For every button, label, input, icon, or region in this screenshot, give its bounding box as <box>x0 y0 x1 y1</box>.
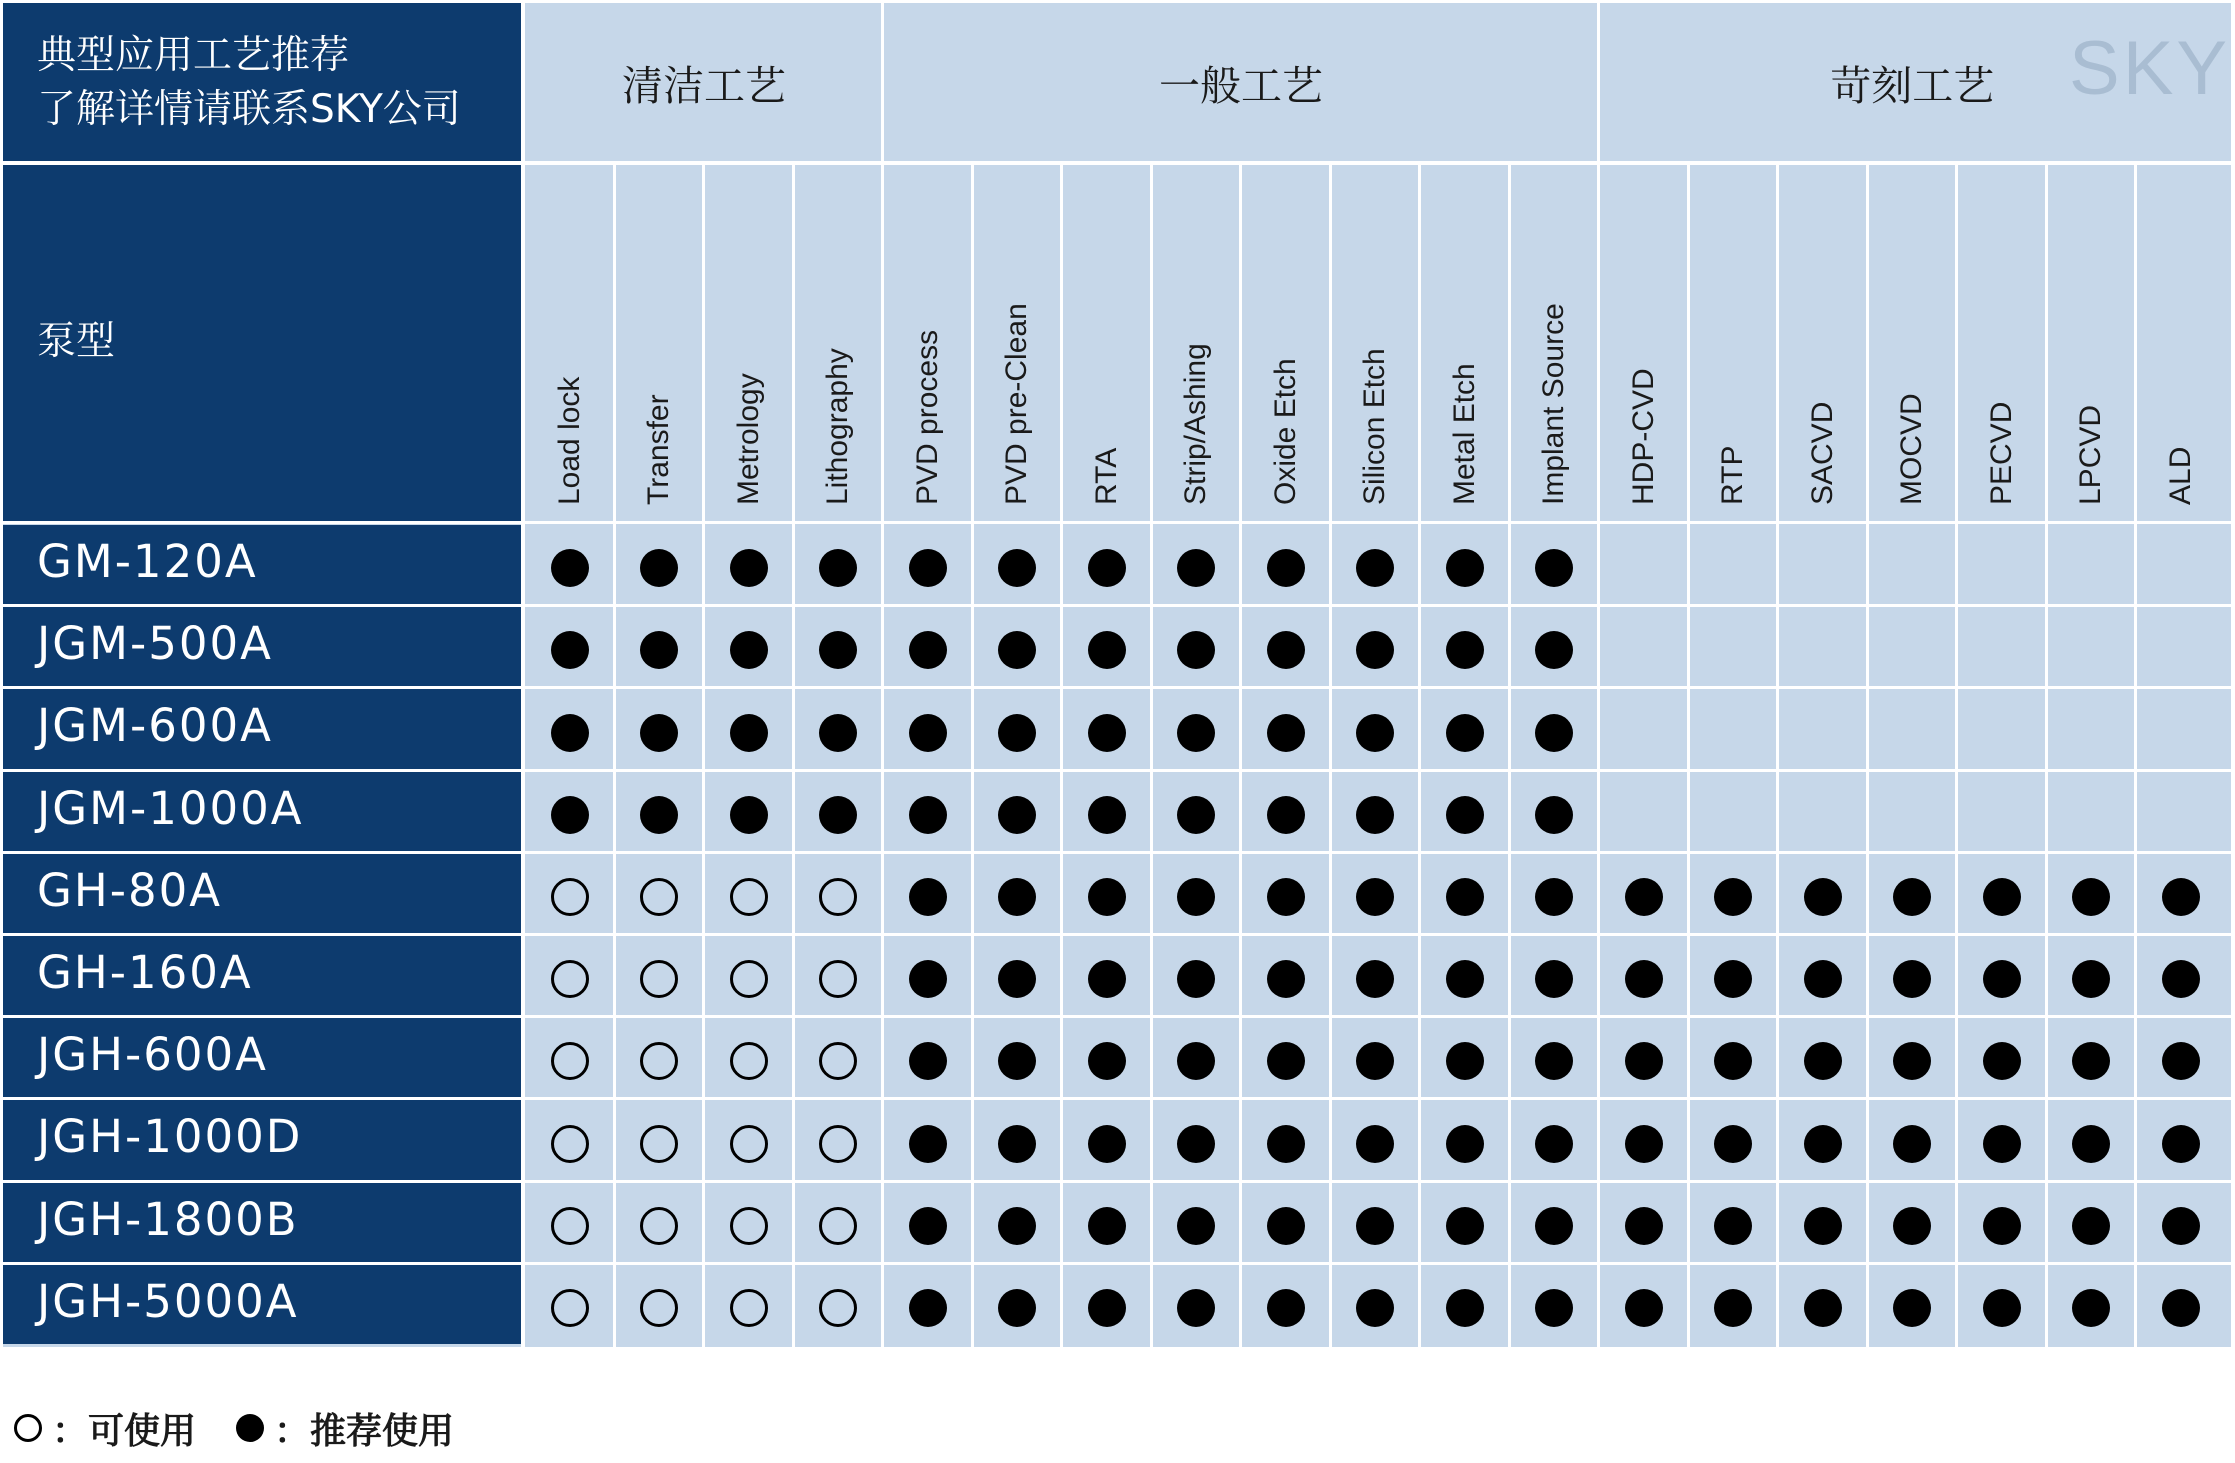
recommended-mark <box>1804 878 1842 916</box>
recommended-mark <box>2072 960 2110 998</box>
recommended-mark <box>998 631 1036 669</box>
grid-line <box>1776 165 1779 1347</box>
usable-mark <box>730 1289 768 1327</box>
column-header-strip-ashing: Strip/Ashing <box>1179 343 1213 505</box>
grid-line <box>1329 165 1332 1347</box>
recommended-mark <box>1535 714 1573 752</box>
column-header-lpcvd: LPCVD <box>2074 404 2108 505</box>
legend-recommended-text: ：推荐使用 <box>274 1410 455 1452</box>
column-header-rtp: RTP <box>1716 445 1750 505</box>
header-corner-line2: 了解详情请联系SKY公司 <box>37 87 461 132</box>
recommended-mark <box>1177 960 1215 998</box>
grid-line <box>3 161 2231 165</box>
recommended-mark <box>998 1125 1036 1163</box>
recommended-mark <box>819 631 857 669</box>
recommended-mark <box>1983 878 2021 916</box>
recommended-mark <box>1088 960 1126 998</box>
recommended-mark <box>1267 1207 1305 1245</box>
recommended-mark <box>1446 549 1484 587</box>
recommended-mark <box>1267 549 1305 587</box>
grid-line <box>3 686 2231 689</box>
recommended-mark <box>1088 1289 1126 1327</box>
recommended-mark <box>1625 1042 1663 1080</box>
column-header-metrology: Metrology <box>731 373 765 505</box>
usable-mark <box>640 1125 678 1163</box>
usable-mark <box>551 1207 589 1245</box>
recommended-mark <box>1356 960 1394 998</box>
recommended-mark <box>1446 1207 1484 1245</box>
recommended-mark <box>1446 878 1484 916</box>
recommended-mark <box>551 796 589 834</box>
column-header-lithography: Lithography <box>821 348 855 505</box>
recommended-mark <box>2072 1125 2110 1163</box>
recommended-mark <box>909 1125 947 1163</box>
grid-line <box>1418 165 1421 1347</box>
usable-mark <box>551 1125 589 1163</box>
row-model-label: JGH-600A <box>37 1028 268 1082</box>
recommended-mark <box>640 714 678 752</box>
recommended-mark <box>1267 1042 1305 1080</box>
recommended-mark <box>2162 1207 2200 1245</box>
recommended-mark <box>998 960 1036 998</box>
recommended-mark <box>1804 1042 1842 1080</box>
recommended-mark <box>640 796 678 834</box>
recommended-mark <box>1893 960 1931 998</box>
usable-mark <box>551 878 589 916</box>
grid-line <box>2134 165 2137 1347</box>
recommended-mark <box>2162 878 2200 916</box>
recommended-mark <box>1804 1289 1842 1327</box>
column-header-silicon-etch: Silicon Etch <box>1358 348 1392 505</box>
column-header-rta: RTA <box>1089 447 1123 505</box>
recommended-mark <box>1356 714 1394 752</box>
recommended-mark <box>1088 1125 1126 1163</box>
recommended-mark <box>998 1289 1036 1327</box>
grid-line <box>3 1015 2231 1018</box>
recommended-mark <box>819 796 857 834</box>
recommended-mark <box>998 549 1036 587</box>
grid-line <box>1597 165 1600 1347</box>
usable-mark <box>730 1042 768 1080</box>
grid-line <box>702 165 705 1347</box>
usable-mark <box>730 878 768 916</box>
recommended-mark <box>1714 960 1752 998</box>
recommended-mark <box>1356 1207 1394 1245</box>
recommended-mark <box>2162 1125 2200 1163</box>
recommended-mark <box>1714 878 1752 916</box>
recommended-mark <box>1804 1125 1842 1163</box>
recommended-mark <box>551 631 589 669</box>
recommended-mark <box>998 796 1036 834</box>
row-model-label: JGH-1800B <box>37 1192 299 1246</box>
usable-mark <box>640 960 678 998</box>
grid-line <box>792 165 795 1347</box>
grid-line <box>1508 165 1511 1347</box>
recommended-mark <box>998 714 1036 752</box>
recommended-mark <box>1177 1125 1215 1163</box>
recommended-mark <box>1088 878 1126 916</box>
recommended-mark <box>1535 1125 1573 1163</box>
recommended-mark <box>1177 1042 1215 1080</box>
recommended-mark <box>730 549 768 587</box>
recommended-mark <box>1983 1207 2021 1245</box>
group-header-2: 苛刻工艺 <box>1830 61 1995 110</box>
column-header-pvd-process: PVD process <box>910 329 944 505</box>
recommended-mark <box>1714 1207 1752 1245</box>
header-corner-line1: 典型应用工艺推荐 <box>37 33 350 78</box>
usable-mark <box>730 1125 768 1163</box>
legend-usable-text: ：可使用 <box>52 1410 197 1452</box>
recommended-mark <box>909 960 947 998</box>
recommended-mark <box>1535 1207 1573 1245</box>
recommended-mark <box>1177 1289 1215 1327</box>
recommended-mark <box>640 631 678 669</box>
recommended-mark <box>1535 878 1573 916</box>
usable-mark <box>551 960 589 998</box>
recommended-mark <box>1893 1125 1931 1163</box>
group-header-1: 一般工艺 <box>1159 61 1323 110</box>
recommended-mark <box>1356 878 1394 916</box>
usable-mark <box>640 878 678 916</box>
usable-mark <box>819 1289 857 1327</box>
recommended-mark <box>1356 1125 1394 1163</box>
recommended-mark <box>1088 714 1126 752</box>
recommended-mark <box>1088 1207 1126 1245</box>
usable-mark <box>640 1207 678 1245</box>
recommended-mark <box>1714 1042 1752 1080</box>
grid-line <box>3 604 2231 607</box>
recommended-mark <box>819 549 857 587</box>
recommended-mark <box>2072 1289 2110 1327</box>
recommended-mark <box>909 631 947 669</box>
recommended-mark <box>1446 960 1484 998</box>
grid-line <box>1687 165 1690 1347</box>
recommended-mark <box>730 714 768 752</box>
recommended-mark <box>730 631 768 669</box>
grid-line <box>2045 165 2048 1347</box>
recommended-mark <box>1267 960 1305 998</box>
grid-line <box>1866 165 1869 1347</box>
recommended-mark <box>2072 1042 2110 1080</box>
recommended-mark <box>1267 1125 1305 1163</box>
column-header-pvd-pre-clean: PVD pre-Clean <box>1000 303 1034 505</box>
recommended-mark <box>1356 1289 1394 1327</box>
grid-line <box>3 1262 2231 1265</box>
recommended-mark <box>909 878 947 916</box>
recommended-mark <box>2162 1289 2200 1327</box>
recommended-mark <box>1088 796 1126 834</box>
filled-circle-icon <box>236 1414 264 1442</box>
column-header-metal-etch: Metal Etch <box>1447 363 1481 505</box>
row-model-label: JGM-600A <box>37 699 273 753</box>
usable-mark <box>819 960 857 998</box>
recommended-mark <box>1535 549 1573 587</box>
open-circle-icon <box>14 1414 42 1442</box>
recommended-mark <box>2072 878 2110 916</box>
legend-recommended <box>236 1403 454 1454</box>
recommended-mark <box>730 796 768 834</box>
column-header-sacvd: SACVD <box>1805 401 1839 505</box>
sky-watermark: SKY <box>2069 26 2231 111</box>
grid-line <box>1239 165 1242 1347</box>
column-header-pecvd: PECVD <box>1984 401 2018 505</box>
recommended-mark <box>1893 878 1931 916</box>
recommended-mark <box>1893 1289 1931 1327</box>
recommended-mark <box>1267 796 1305 834</box>
column-header-ald: ALD <box>2163 446 2197 505</box>
recommended-mark <box>909 1207 947 1245</box>
grid-line <box>971 165 974 1347</box>
recommended-mark <box>1535 631 1573 669</box>
recommended-mark <box>1625 1125 1663 1163</box>
recommended-mark <box>1983 1125 2021 1163</box>
recommended-mark <box>1356 631 1394 669</box>
recommended-mark <box>998 1042 1036 1080</box>
grid-line <box>3 769 2231 772</box>
recommended-mark <box>640 549 678 587</box>
usable-mark <box>551 1042 589 1080</box>
usable-mark <box>640 1042 678 1080</box>
recommended-mark <box>1177 631 1215 669</box>
recommended-mark <box>1983 960 2021 998</box>
recommended-mark <box>1177 549 1215 587</box>
recommended-mark <box>2162 1042 2200 1080</box>
recommended-mark <box>1714 1289 1752 1327</box>
grid-line <box>3 1180 2231 1183</box>
recommended-mark <box>909 714 947 752</box>
recommended-mark <box>998 878 1036 916</box>
recommended-mark <box>1535 796 1573 834</box>
recommended-mark <box>1177 878 1215 916</box>
recommended-mark <box>1714 1125 1752 1163</box>
recommended-mark <box>1446 1125 1484 1163</box>
grid-line <box>3 933 2231 936</box>
grid-line <box>1060 165 1063 1347</box>
recommended-mark <box>1804 960 1842 998</box>
recommended-mark <box>1177 714 1215 752</box>
usable-mark <box>819 1207 857 1245</box>
recommended-mark <box>1177 796 1215 834</box>
recommendation-table <box>3 3 2231 1347</box>
row-model-label: JGM-500A <box>37 617 273 671</box>
recommended-mark <box>819 714 857 752</box>
recommended-mark <box>1893 1207 1931 1245</box>
recommended-mark <box>1535 960 1573 998</box>
recommended-mark <box>2072 1207 2110 1245</box>
usable-mark <box>551 1289 589 1327</box>
recommended-mark <box>1446 1289 1484 1327</box>
recommended-mark <box>1893 1042 1931 1080</box>
recommended-mark <box>1356 549 1394 587</box>
column-header-mocvd: MOCVD <box>1895 393 1929 505</box>
recommended-mark <box>1535 1289 1573 1327</box>
recommended-mark <box>1625 878 1663 916</box>
legend <box>14 1398 494 1458</box>
recommended-mark <box>1446 631 1484 669</box>
grid-line <box>3 1097 2231 1100</box>
column-header-oxide-etch: Oxide Etch <box>1268 358 1302 505</box>
recommended-mark <box>1267 878 1305 916</box>
recommended-mark <box>1446 714 1484 752</box>
row-model-label: GH-80A <box>37 863 222 917</box>
usable-mark <box>640 1289 678 1327</box>
recommended-mark <box>1446 796 1484 834</box>
usable-mark <box>819 878 857 916</box>
column-header-transfer: Transfer <box>642 394 676 505</box>
row-model-label: JGH-1000D <box>37 1110 303 1164</box>
row-model-label: JGH-5000A <box>37 1274 299 1328</box>
recommended-mark <box>1983 1042 2021 1080</box>
grid-line <box>3 521 2231 524</box>
recommended-mark <box>1267 631 1305 669</box>
recommended-mark <box>1983 1289 2021 1327</box>
recommended-mark <box>1177 1207 1215 1245</box>
recommended-mark <box>1535 1042 1573 1080</box>
grid-line <box>613 165 616 1347</box>
recommended-mark <box>1088 549 1126 587</box>
grid-line <box>1955 165 1958 1347</box>
recommended-mark <box>1446 1042 1484 1080</box>
recommended-mark <box>1356 1042 1394 1080</box>
recommended-mark <box>1267 1289 1305 1327</box>
recommended-mark <box>909 549 947 587</box>
recommended-mark <box>2162 960 2200 998</box>
recommended-mark <box>1088 631 1126 669</box>
row-model-label: GM-120A <box>37 535 258 588</box>
usable-mark <box>730 960 768 998</box>
grid-line <box>881 165 884 1347</box>
grid-line <box>3 851 2231 854</box>
recommended-mark <box>1625 960 1663 998</box>
row-model-label: JGM-1000A <box>37 781 304 835</box>
recommended-mark <box>909 1289 947 1327</box>
usable-mark <box>819 1125 857 1163</box>
recommended-mark <box>1804 1207 1842 1245</box>
column-header-hdp-cvd: HDP-CVD <box>1626 368 1660 505</box>
legend-usable <box>14 1403 196 1454</box>
grid-line <box>521 3 525 1347</box>
usable-mark <box>819 1042 857 1080</box>
grid-line <box>1150 165 1153 1347</box>
recommended-mark <box>1356 796 1394 834</box>
recommended-mark <box>1625 1289 1663 1327</box>
column-header-implant-source: Implant Source <box>1537 303 1571 505</box>
recommended-mark <box>551 714 589 752</box>
usable-mark <box>730 1207 768 1245</box>
row-model-label: GH-160A <box>37 946 253 999</box>
recommended-mark <box>551 549 589 587</box>
recommended-mark <box>1625 1207 1663 1245</box>
pump-type-label: 泵型 <box>37 319 116 364</box>
recommended-mark <box>909 796 947 834</box>
recommended-mark <box>1267 714 1305 752</box>
group-header-0: 清洁工艺 <box>622 61 786 110</box>
recommended-mark <box>909 1042 947 1080</box>
recommended-mark <box>1088 1042 1126 1080</box>
column-header-load-lock: Load lock <box>552 376 586 505</box>
recommended-mark <box>998 1207 1036 1245</box>
